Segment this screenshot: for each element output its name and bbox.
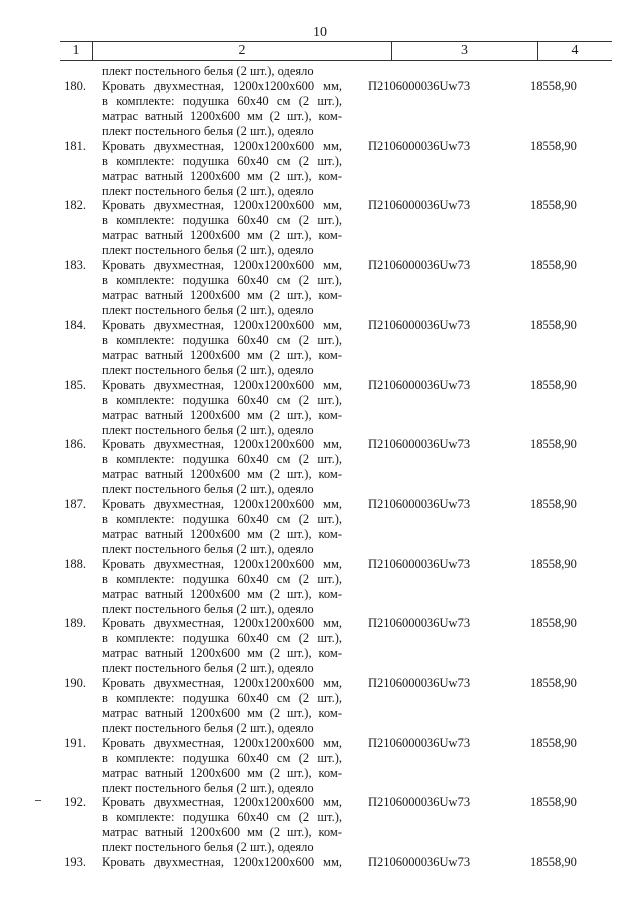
row-description	[102, 497, 342, 557]
description-line: плект постельного белья (2 шт.), одеяло	[102, 243, 314, 257]
description-line: в комплекте: подушка 60x40 см (2 шт.),	[102, 691, 342, 705]
row-number: 187.	[64, 497, 86, 511]
description-line: в комплекте: подушка 60x40 см (2 шт.),	[102, 810, 342, 824]
row-number: 193.	[64, 855, 86, 869]
row-code: П2106000036Uw73	[368, 497, 471, 511]
row-description	[102, 258, 342, 318]
description-line: плект постельного белья (2 шт.), одеяло	[102, 781, 314, 795]
description-line: матрас ватный 1200x600 мм (2 шт.), ком-	[102, 348, 342, 362]
row-description	[102, 378, 342, 438]
margin-mark	[35, 800, 41, 801]
row-number: 181.	[64, 139, 86, 153]
table-row	[0, 198, 640, 258]
description-line: плект постельного белья (2 шт.), одеяло	[102, 363, 314, 377]
table-row	[0, 79, 640, 139]
description-line: в комплекте: подушка 60x40 см (2 шт.),	[102, 273, 342, 287]
description-line: Кровать двухместная, 1200x1200x600 мм,	[102, 736, 342, 750]
description-line: Кровать двухместная, 1200x1200x600 мм,	[102, 139, 342, 153]
row-number: 184.	[64, 318, 86, 332]
row-number: 192.	[64, 795, 86, 809]
row-number: 191.	[64, 736, 86, 750]
table-row	[0, 616, 640, 676]
table-header	[60, 41, 612, 61]
description-line: в комплекте: подушка 60x40 см (2 шт.),	[102, 393, 342, 407]
description-line: плект постельного белья (2 шт.), одеяло	[102, 303, 314, 317]
description-line: в комплекте: подушка 60x40 см (2 шт.),	[102, 94, 342, 108]
description-line: в комплекте: подушка 60x40 см (2 шт.),	[102, 512, 342, 526]
table-row	[0, 676, 640, 736]
row-price: 18558,90	[530, 378, 577, 392]
description-line: Кровать двухместная, 1200x1200x600 мм,	[102, 497, 342, 511]
row-code: П2106000036Uw73	[368, 318, 471, 332]
description-line: плект постельного белья (2 шт.), одеяло	[102, 840, 314, 854]
header-col-4: 4	[571, 43, 579, 58]
row-description	[102, 736, 342, 796]
row-code: П2106000036Uw73	[368, 557, 471, 571]
description-line: матрас ватный 1200x600 мм (2 шт.), ком-	[102, 646, 342, 660]
description-line: в комплекте: подушка 60x40 см (2 шт.),	[102, 154, 342, 168]
row-number: 190.	[64, 676, 86, 690]
header-col-2: 2	[93, 42, 392, 60]
row-price: 18558,90	[530, 198, 577, 212]
description-line: Кровать двухместная, 1200x1200x600 мм,	[102, 79, 342, 93]
description-line: плект постельного белья (2 шт.), одеяло	[102, 542, 314, 556]
description-line: матрас ватный 1200x600 мм (2 шт.), ком-	[102, 587, 342, 601]
table-row	[0, 437, 640, 497]
description-line: матрас ватный 1200x600 мм (2 шт.), ком-	[102, 109, 342, 123]
row-description	[102, 198, 342, 258]
row-price: 18558,90	[530, 557, 577, 571]
row-description	[102, 139, 342, 199]
row-price: 18558,90	[530, 676, 577, 690]
description-line: Кровать двухместная, 1200x1200x600 мм,	[102, 855, 342, 869]
table-row	[0, 736, 640, 796]
description-line: матрас ватный 1200x600 мм (2 шт.), ком-	[102, 467, 342, 481]
row-price: 18558,90	[530, 616, 577, 630]
header-col-1: 1	[60, 42, 93, 60]
description-line: в комплекте: подушка 60x40 см (2 шт.),	[102, 751, 342, 765]
row-price: 18558,90	[530, 79, 577, 93]
table-row	[0, 855, 640, 915]
continuation-line: плект постельного белья (2 шт.), одеяло	[102, 64, 314, 78]
description-line: Кровать двухместная, 1200x1200x600 мм,	[102, 676, 342, 690]
row-price: 18558,90	[530, 497, 577, 511]
row-number: 185.	[64, 378, 86, 392]
description-line: матрас ватный 1200x600 мм (2 шт.), ком-	[102, 825, 342, 839]
row-description	[102, 616, 342, 676]
row-description	[102, 855, 342, 870]
row-price: 18558,90	[530, 795, 577, 809]
row-description	[102, 557, 342, 617]
row-code: П2106000036Uw73	[368, 437, 471, 451]
description-line: Кровать двухместная, 1200x1200x600 мм,	[102, 198, 342, 212]
row-description	[102, 79, 342, 139]
description-line: плект постельного белья (2 шт.), одеяло	[102, 661, 314, 675]
description-line: матрас ватный 1200x600 мм (2 шт.), ком-	[102, 169, 342, 183]
row-price: 18558,90	[530, 437, 577, 451]
row-number: 180.	[64, 79, 86, 93]
row-description	[102, 318, 342, 378]
description-line: матрас ватный 1200x600 мм (2 шт.), ком-	[102, 766, 342, 780]
table-row	[0, 497, 640, 557]
row-code: П2106000036Uw73	[368, 855, 471, 869]
description-line: плект постельного белья (2 шт.), одеяло	[102, 602, 314, 616]
description-line: матрас ватный 1200x600 мм (2 шт.), ком-	[102, 527, 342, 541]
table-row	[0, 318, 640, 378]
row-price: 18558,90	[530, 318, 577, 332]
row-number: 189.	[64, 616, 86, 630]
row-number: 186.	[64, 437, 86, 451]
description-line: плект постельного белья (2 шт.), одеяло	[102, 184, 314, 198]
description-line: Кровать двухместная, 1200x1200x600 мм,	[102, 437, 342, 451]
table-row	[0, 378, 640, 438]
row-code: П2106000036Uw73	[368, 795, 471, 809]
description-line: Кровать двухместная, 1200x1200x600 мм,	[102, 795, 342, 809]
row-number: 183.	[64, 258, 86, 272]
page-number: 10	[313, 25, 327, 40]
row-price: 18558,90	[530, 855, 577, 869]
description-line: Кровать двухместная, 1200x1200x600 мм,	[102, 258, 342, 272]
row-code: П2106000036Uw73	[368, 616, 471, 630]
row-code: П2106000036Uw73	[368, 676, 471, 690]
row-description	[102, 676, 342, 736]
description-line: плект постельного белья (2 шт.), одеяло	[102, 482, 314, 496]
description-line: в комплекте: подушка 60x40 см (2 шт.),	[102, 333, 342, 347]
description-line: матрас ватный 1200x600 мм (2 шт.), ком-	[102, 706, 342, 720]
row-code: П2106000036Uw73	[368, 198, 471, 212]
description-line: Кровать двухместная, 1200x1200x600 мм,	[102, 318, 342, 332]
description-line: в комплекте: подушка 60x40 см (2 шт.),	[102, 213, 342, 227]
row-number: 188.	[64, 557, 86, 571]
description-line: матрас ватный 1200x600 мм (2 шт.), ком-	[102, 288, 342, 302]
description-line: в комплекте: подушка 60x40 см (2 шт.),	[102, 572, 342, 586]
row-number: 182.	[64, 198, 86, 212]
description-line: плект постельного белья (2 шт.), одеяло	[102, 124, 314, 138]
description-line: Кровать двухместная, 1200x1200x600 мм,	[102, 616, 342, 630]
description-line: в комплекте: подушка 60x40 см (2 шт.),	[102, 452, 342, 466]
row-price: 18558,90	[530, 139, 577, 153]
table-row	[0, 139, 640, 199]
row-code: П2106000036Uw73	[368, 736, 471, 750]
description-line: плект постельного белья (2 шт.), одеяло	[102, 721, 314, 735]
description-line: в комплекте: подушка 60x40 см (2 шт.),	[102, 631, 342, 645]
row-description	[102, 795, 342, 855]
description-line: матрас ватный 1200x600 мм (2 шт.), ком-	[102, 408, 342, 422]
description-line: матрас ватный 1200x600 мм (2 шт.), ком-	[102, 228, 342, 242]
row-code: П2106000036Uw73	[368, 79, 471, 93]
table-row	[0, 795, 640, 855]
description-line: Кровать двухместная, 1200x1200x600 мм,	[102, 557, 342, 571]
row-code: П2106000036Uw73	[368, 139, 471, 153]
description-line: Кровать двухместная, 1200x1200x600 мм,	[102, 378, 342, 392]
table-row	[0, 557, 640, 617]
row-price: 18558,90	[530, 258, 577, 272]
description-line: плект постельного белья (2 шт.), одеяло	[102, 423, 314, 437]
header-col-3: 3	[392, 42, 538, 60]
row-price: 18558,90	[530, 736, 577, 750]
row-description	[102, 437, 342, 497]
row-code: П2106000036Uw73	[368, 378, 471, 392]
row-code: П2106000036Uw73	[368, 258, 471, 272]
table-row	[0, 258, 640, 318]
